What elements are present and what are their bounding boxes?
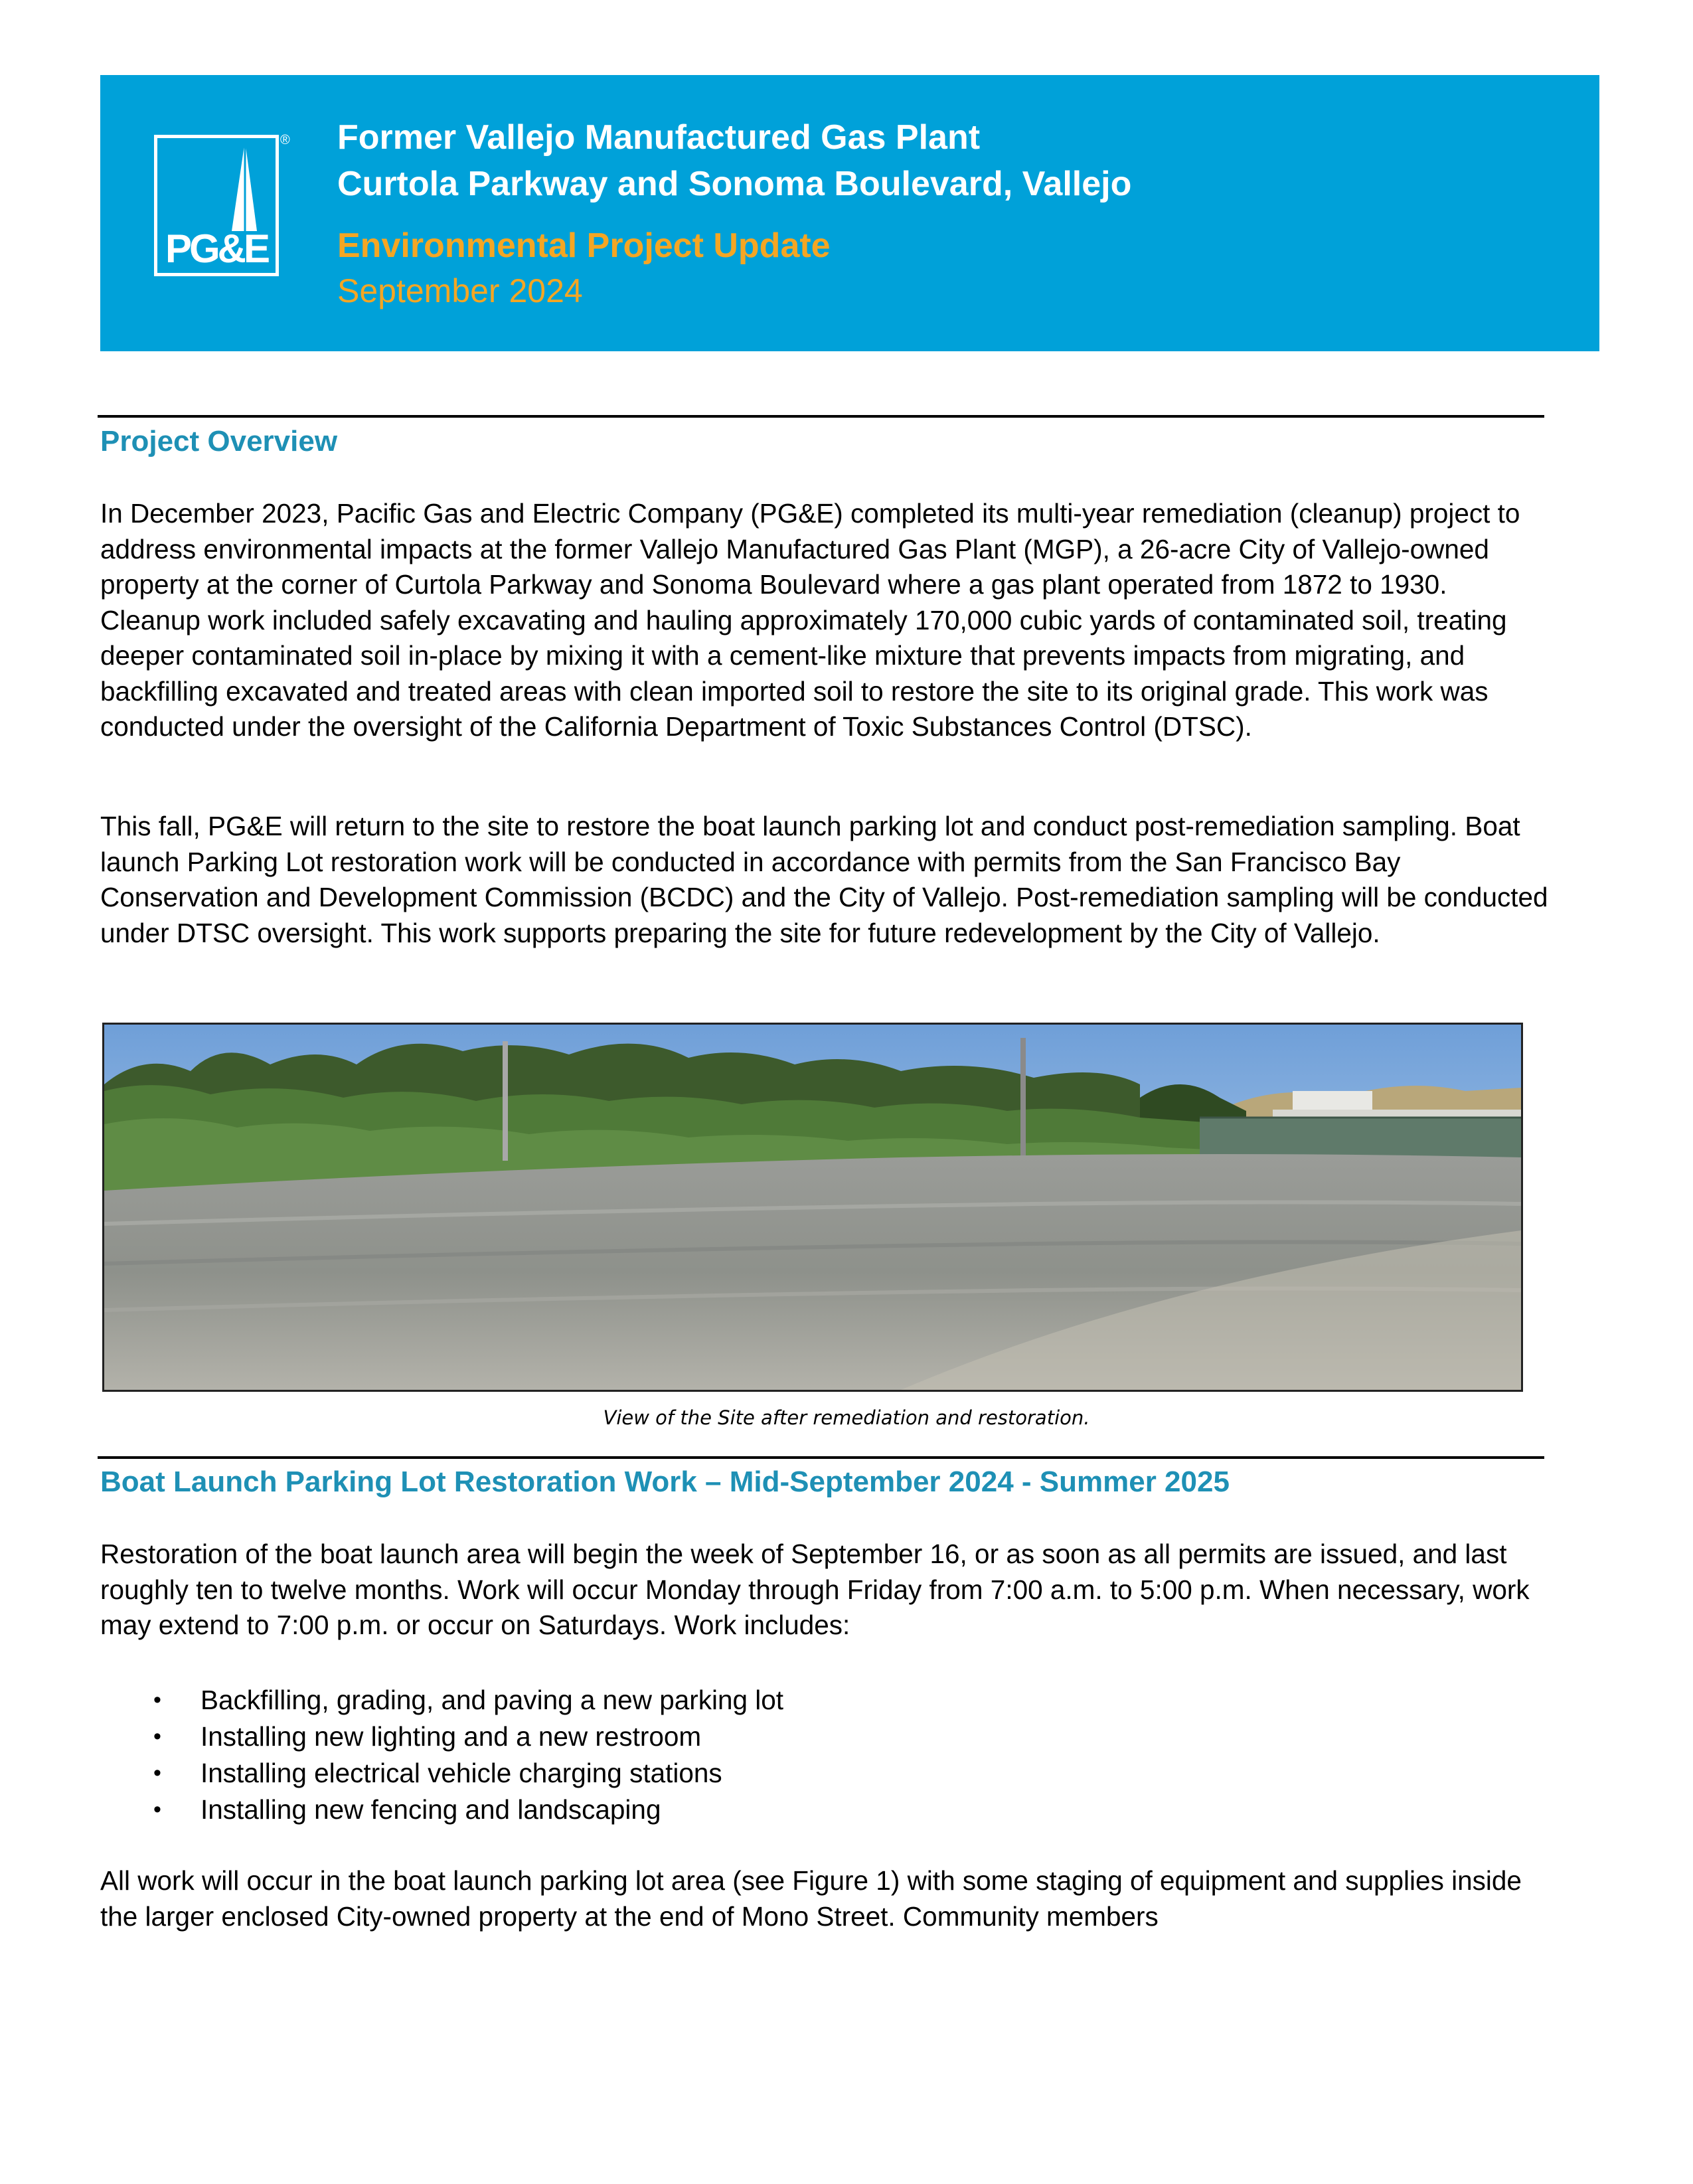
update-date: September 2024 — [337, 272, 583, 309]
overview-paragraph-2: This fall, PG&E will return to the site to restore the boat launch parking lot and conduct post-remediation sampling. Boat launch Parking Lot restoration work will be conducted in accordance with permits from the San Francisco Bay Conservation and Development Commission (BCDC) and the City of Vallejo. Post-remediation sampling will be conducted under DTSC oversight. This work supports preparing the site for future redevelopment by the City of Vallejo. — [100, 811, 1548, 948]
project-overview-heading: Project Overview — [100, 425, 338, 458]
site-photo — [102, 1023, 1523, 1392]
list-item: • Installing new lighting and a new restroom — [100, 1719, 783, 1755]
bullet-icon: • — [153, 1760, 161, 1786]
list-item: • Installing new fencing and landscaping — [100, 1792, 783, 1828]
site-title: Former Vallejo Manufactured Gas Plant — [337, 118, 981, 157]
restoration-heading: Boat Launch Parking Lot Restoration Work – Mid-September 2024 - Summer 2025 — [100, 1466, 1230, 1498]
update-label: Environmental Project Update — [337, 226, 831, 265]
restoration-paragraph-2: All work will occur in the boat launch parking lot area (see Figure 1) with some staging of equipment and supplies inside the larger enclosed City-owned property at the end of Mono Street. Community members — [100, 1865, 1522, 1932]
section-divider — [98, 415, 1544, 418]
photo-caption: View of the Site after remediation and restoration. — [603, 1406, 1090, 1429]
pge-logo-text: PG&E — [165, 226, 268, 271]
section-divider — [98, 1456, 1544, 1459]
header-banner — [100, 75, 1599, 351]
site-address: Curtola Parkway and Sonoma Boulevard, Vallejo — [337, 165, 1132, 203]
restoration-paragraph-1: Restoration of the boat launch area will begin the week of September 16, or as soon as all permits are issued, and last roughly ten to twelve months. Work will occur Monday through Friday from 7:00 a.m. to 5:00 p.m. When necessary, work may extend to 7:00 p.m. or occur on Saturdays. Work includes: — [100, 1539, 1530, 1640]
work-items-list — [100, 1682, 783, 1828]
pge-logo — [154, 135, 279, 276]
list-item: • Backfilling, grading, and paving a new parking lot — [100, 1682, 783, 1719]
overview-paragraph-1: In December 2023, Pacific Gas and Electric Company (PG&E) completed its multi-year remediation (cleanup) project to address environmental impacts at the former Vallejo Manufactured Gas Plant (MGP), a 26-acre City of Vallejo-owned property at the corner of Curtola Parkway and Sonoma Boulevard where a gas plant operated from 1872 to 1930. Cleanup work included safely excavating and hauling approximately 170,000 cubic yards of contaminated soil, treating deeper contaminated soil in-place by mixing it with a cement-like mixture that prevents impacts from migrating, and backfilling excavated and treated areas with clean imported soil to restore the site to its original grade. This work was conducted under the oversight of the California Department of Toxic Substances Control (DTSC). — [100, 498, 1520, 742]
bullet-icon: • — [153, 1687, 161, 1713]
bullet-icon: • — [153, 1797, 161, 1822]
registered-mark: ® — [280, 133, 290, 147]
list-item: • Installing electrical vehicle charging stations — [100, 1755, 783, 1792]
bullet-icon: • — [153, 1724, 161, 1749]
